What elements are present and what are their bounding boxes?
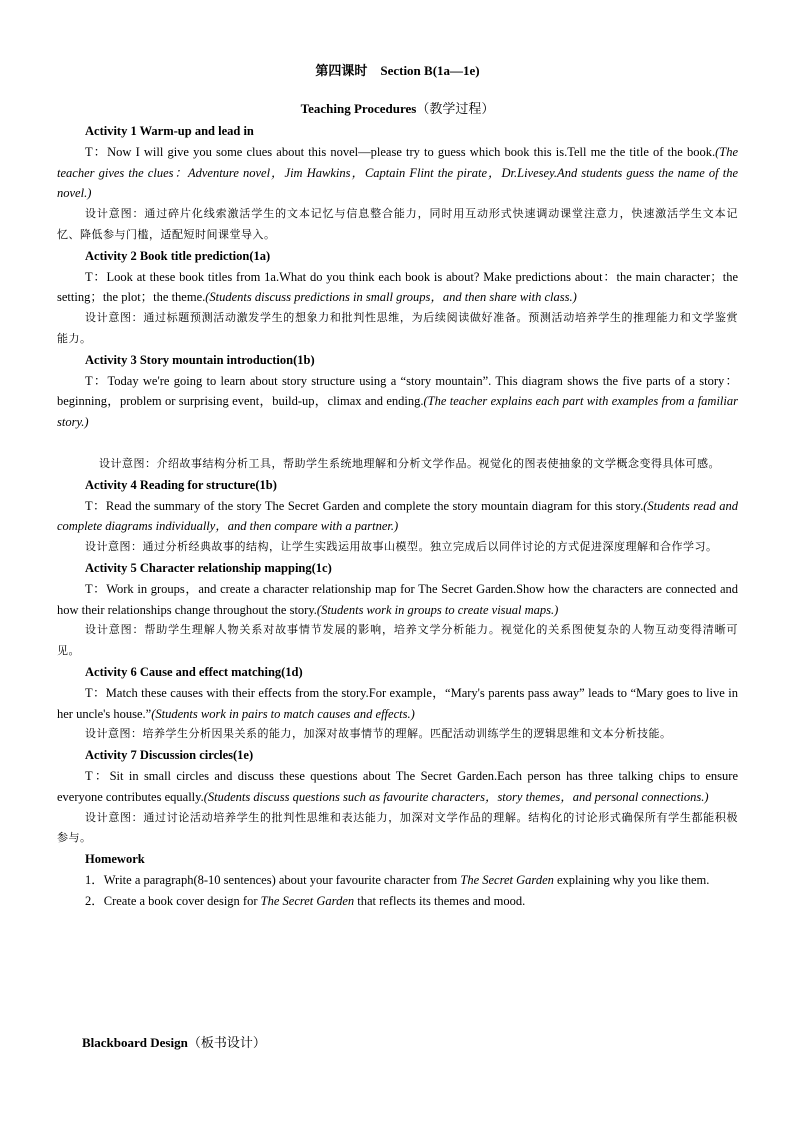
blackboard-title-en: Blackboard Design	[82, 1035, 188, 1050]
activity-4-instruction	[57, 496, 738, 538]
homework-item-2-text-b: that reflects its themes and mood.	[357, 893, 526, 908]
activity-7-design-intent: 设计意图：通过讨论活动培养学生的批判性思维和表达能力，加深对文学作品的理解。结构化的讨论形式确保所有学生都能积极参与。	[57, 810, 738, 845]
homework-item-1-book: The Secret Garden	[460, 872, 554, 887]
procedures-content	[57, 121, 738, 911]
homework-item-2	[57, 891, 738, 912]
procedures-title-en: Teaching Procedures	[300, 101, 417, 116]
activity-4-heading: Activity 4 Reading for structure(1b)	[85, 477, 277, 492]
activity-2-teacher-text: T：Look at these book titles from 1a.What do you think each book is about? Make predictions about：the main character；the setting；the plot；the theme.	[57, 269, 738, 305]
activity-3-heading: Activity 3 Story mountain introduction(1b)	[85, 352, 315, 367]
lesson-title: 第四课时 Section B(1a—1e)	[315, 63, 480, 78]
activity-2-heading: Activity 2 Book title prediction(1a)	[85, 248, 271, 263]
activity-5-instruction	[57, 579, 738, 621]
activity-6-heading: Activity 6 Cause and effect matching(1d)	[85, 664, 303, 679]
activity-7-heading: Activity 7 Discussion circles(1e)	[85, 748, 254, 763]
activity-1-instruction	[57, 142, 738, 204]
blackboard-design-title	[82, 1032, 266, 1051]
procedures-title	[57, 98, 738, 117]
procedures-title-cn: （教学过程）	[416, 101, 495, 116]
homework-item-1-text-b: explaining why you like them.	[557, 872, 710, 887]
activity-2-design-intent: 设计意图：通过标题预测活动激发学生的想象力和批判性思维，为后续阅读做好准备。预测活动培养学生的推理能力和文学鉴赏能力。	[57, 311, 738, 345]
activity-7-instruction	[57, 766, 738, 808]
homework-item-2-text-a: 2．Create a book cover design for	[85, 893, 258, 908]
activity-4-design-intent: 设计意图：通过分析经典故事的结构，让学生实践运用故事山模型。独立完成后以同伴讨论的方式促进深度理解和合作学习。	[85, 540, 718, 554]
activity-3-teacher-text: T：Today we're going to learn about story structure using a “story mountain”. This diagram shows the five parts of a story：beginning，problem or surprising event，build-up，climax and ending.	[57, 373, 738, 409]
blank-line	[57, 433, 738, 454]
activity-3-design-intent: 设计意图：介绍故事结构分析工具，帮助学生系统地理解和分析文学作品。视觉化的图表使抽象的文学概念变得具体可感。	[99, 456, 720, 470]
activity-1-note: (The teacher gives the clues：Adventure novel，Jim Hawkins，Captain Flint the pirate，Dr.Livesey.And students guess the name of the novel.)	[57, 144, 738, 201]
homework-item-1-text-a: 1．Write a paragraph(8-10 sentences) about your favourite character from	[85, 872, 458, 887]
blackboard-title-cn: （板书设计）	[187, 1035, 266, 1050]
activity-7-teacher-text: T：Sit in small circles and discuss these questions about The Secret Garden.Each person has three talking chips to ensure everyone contributes equally.	[57, 768, 738, 804]
activity-3-instruction	[57, 371, 738, 433]
activity-5-design-intent: 设计意图：帮助学生理解人物关系对故事情节发展的影响，培养文学分析能力。视觉化的关系图使复杂的人物互动变得清晰可见。	[57, 623, 738, 658]
activity-4-note: (Students read and complete diagrams individually，and then compare with a partner.)	[57, 498, 738, 534]
activity-5-note: (Students work in groups to create visual maps.)	[316, 602, 559, 617]
activity-4-teacher-text: T：Read the summary of the story The Secret Garden and complete the story mountain diagram for this story.	[85, 498, 644, 513]
activity-6-note: (Students work in pairs to match causes and effects.)	[151, 706, 415, 721]
activity-6-design-intent: 设计意图：培养学生分析因果关系的能力，加深对故事情节的理解。匹配活动训练学生的逻辑思维和文本分析技能。	[85, 727, 672, 741]
activity-6-instruction	[57, 683, 738, 725]
activity-3-note: (The teacher explains each part with examples from a familiar story.)	[57, 394, 738, 430]
activity-1-heading: Activity 1 Warm-up and lead in	[85, 124, 254, 138]
activity-1-design-intent: 设计意图：通过碎片化线索激活学生的文本记忆与信息整合能力，同时用互动形式快速调动课堂注意力，快速激活学生文本记忆、降低参与门槛，适配短时间课堂导入。	[57, 207, 738, 241]
activity-2-note: (Students discuss predictions in small groups，and then share with class.)	[205, 290, 577, 305]
activity-2-instruction	[57, 267, 738, 309]
activity-7-note: (Students discuss questions such as favourite characters，story themes，and personal connections.)	[203, 789, 709, 804]
activity-5-heading: Activity 5 Character relationship mapping(1c)	[85, 560, 332, 575]
homework-item-2-book: The Secret Garden	[260, 893, 355, 908]
homework-heading: Homework	[85, 852, 145, 867]
activity-6-teacher-text: T：Match these causes with their effects from the story.For example，“Mary's parents pass away” leads to “Mary goes to live in her uncle's house.”	[57, 685, 738, 721]
homework-item-1	[57, 870, 738, 891]
activity-5-teacher-text: T：Work in groups，and create a character relationship map for The Secret Garden.Show how the characters are connected and how their relationships change throughout the story.	[57, 581, 738, 617]
activity-1-teacher-text: T：Now I will give you some clues about this novel—please try to guess which book this is.Tell me the title of the book.	[85, 144, 716, 159]
